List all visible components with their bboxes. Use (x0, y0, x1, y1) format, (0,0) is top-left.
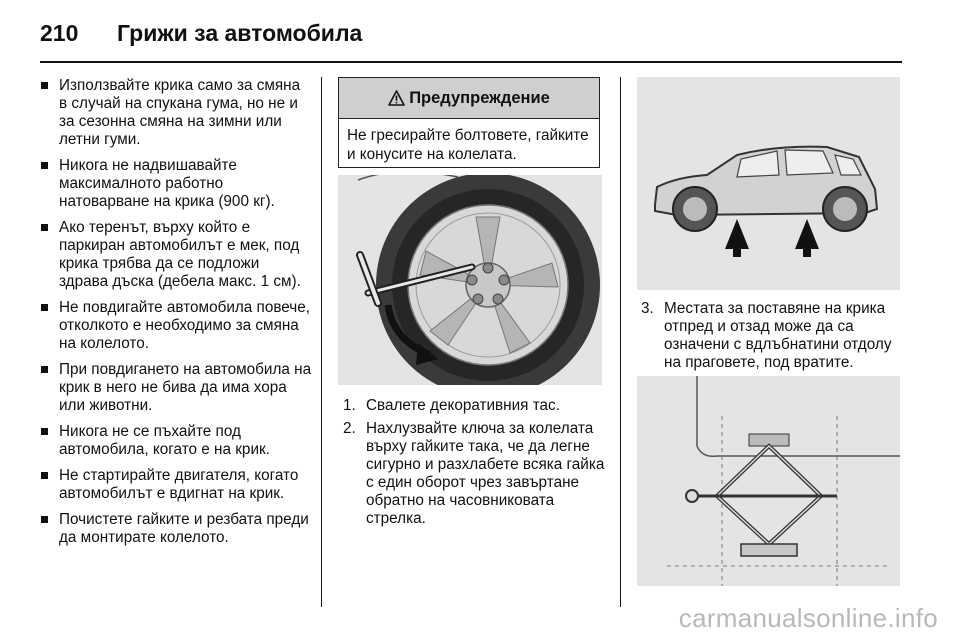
warning-box (338, 77, 600, 168)
warning-text: Не гресирайте болтовете, гайките и конусите на колелата. (347, 127, 589, 163)
column-divider-2 (620, 77, 621, 607)
bullet-square-icon (41, 162, 48, 169)
step-number: 3. (641, 300, 654, 317)
bullet-square-icon (41, 516, 48, 523)
list-item: 1. Свалете декоративния тас. (343, 397, 560, 414)
watermark: carmanualsonline.info (678, 603, 938, 633)
steps-column-3 (641, 300, 907, 377)
step-list (343, 397, 607, 528)
list-item: 2. Нахлузвайте ключа за колелата върху гайките така, че да легне сигурно и разхлабете всяка гайка с един оборот чрез завъртане обратно на часовниковата стрелка. (343, 420, 605, 527)
list-item: Никога не се пъхайте под автомобила, когато е на крик. (40, 423, 312, 459)
header-divider (40, 61, 902, 63)
list-item: Не повдигайте автомобила повече, отколкото е необходимо за смяна на колелото. (40, 299, 312, 353)
safety-bullets-column (40, 77, 312, 555)
list-item: При повдигането на автомобила на крик в него не бива да има хора или животни. (40, 361, 312, 415)
bullet-square-icon (41, 366, 48, 373)
list-item: Не стартирайте двигателя, когато автомобилът е вдигнат на крик. (40, 467, 312, 503)
page-title: Грижи за автомобила (117, 20, 363, 46)
step-list (641, 300, 907, 372)
bullet-square-icon (41, 224, 48, 231)
page-number: 210 (40, 20, 79, 46)
warning-triangle-icon (388, 90, 405, 106)
list-item: Никога не надвишавайте максималното работно натоварване на крика (900 кг). (40, 157, 312, 211)
list-item: Почистете гайките и резбата преди да монтирате колелото. (40, 511, 312, 547)
step-number: 2. (343, 420, 356, 437)
bullet-square-icon (41, 428, 48, 435)
list-item: 3. Местата за поставяне на крика отпред и отзад може да са означени с вдлъбнатини отдолу на праговете, под вратите. (641, 300, 892, 371)
list-item: Използвайте крика само за смяна в случай на спукана гума, но не и за сезонна смяна на зимни или летни гуми. (40, 77, 312, 149)
bullet-square-icon (41, 472, 48, 479)
step-number: 1. (343, 397, 356, 414)
scissor-jack-illustration (637, 376, 900, 586)
warning-title: Предупреждение (409, 88, 550, 107)
steps-column-2 (343, 397, 607, 533)
bullet-square-icon (41, 82, 48, 89)
bullet-square-icon (41, 304, 48, 311)
list-item: Ако теренът, върху който е паркиран автомобилът е мек, под крика трябва да се подложи здрава дъска (дебела макс. 1 см). (40, 219, 312, 291)
wheel-wrench-illustration (338, 175, 602, 385)
car-jack-points-illustration (637, 77, 900, 290)
warning-header (339, 78, 599, 119)
column-divider-1 (321, 77, 322, 607)
safety-bullet-list (40, 77, 312, 547)
